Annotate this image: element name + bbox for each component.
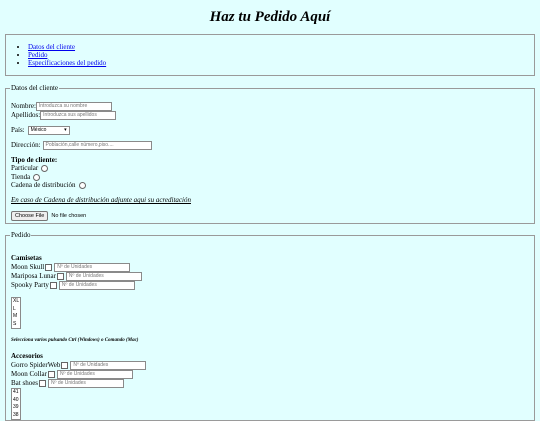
numero-option[interactable]: 41 (13, 389, 19, 395)
accesorio-shoes-label: Bat shoes (11, 379, 39, 387)
tipo-cadena-radio[interactable] (79, 182, 86, 189)
numeros-listbox[interactable] (11, 388, 21, 420)
camiseta-spooky-checkbox[interactable] (50, 282, 57, 289)
page-title: Haz tu Pedido Aquí (209, 9, 331, 25)
numero-option[interactable]: 39 (13, 404, 19, 410)
row-direccion (11, 141, 152, 150)
tipo-tienda-label: Tienda (11, 173, 31, 181)
multi-select-hint: Selecciona varios pulsando Ctrl (Windows) o Comando (Mac) (11, 338, 139, 343)
row-tipo-particular (11, 164, 48, 173)
talla-option[interactable]: XL (13, 298, 20, 304)
camisetas-title: Camisetas (11, 254, 42, 262)
fieldset-datos-cliente (5, 84, 535, 224)
row-nombre (11, 102, 112, 111)
talla-option[interactable]: S (13, 320, 17, 327)
accesorio-collar-units[interactable]: Nº de Unidades (57, 370, 133, 379)
pais-value: México (30, 127, 47, 133)
direccion-label: Dirección: (11, 141, 41, 149)
nombre-input[interactable]: Introduzca su nombre (36, 102, 112, 111)
legend-pedido: Pedido (11, 231, 31, 239)
row-camiseta-moon-skull (11, 263, 130, 272)
camiseta-mariposa-units[interactable]: Nº de Unidades (66, 272, 142, 281)
choose-file-button[interactable]: Choose File (11, 211, 48, 221)
row-apellidos (11, 111, 116, 120)
camiseta-spooky-label: Spooky Party (11, 281, 49, 289)
camiseta-mariposa-label: Mariposa Lunar (11, 272, 56, 280)
row-accesorio-gorro (11, 361, 146, 370)
nav-item-especificaciones (28, 59, 106, 67)
apellidos-label: Apellidos: (11, 111, 41, 119)
acreditacion-note: En caso de Cadena de distribución adjunte aqui su acreditación (11, 196, 191, 204)
accesorio-collar-label: Moon Collar (11, 370, 47, 378)
camiseta-moon-skull-units[interactable]: Nº de Unidades (54, 263, 130, 272)
legend-datos-cliente: Datos del cliente (11, 84, 59, 92)
apellidos-input[interactable]: Introduzca sus apellidos (40, 111, 116, 120)
nav-link-especificaciones[interactable]: Especificaciones del pedido (28, 59, 107, 67)
nav-link-pedido[interactable]: Pedido (28, 51, 48, 59)
accesorio-gorro-units[interactable]: Nº de Unidades (70, 361, 146, 370)
row-accesorio-shoes (11, 379, 124, 388)
talla-option[interactable]: M (13, 313, 18, 319)
row-camiseta-spooky (11, 281, 135, 290)
tipo-cadena-label: Cadena de distribución (11, 181, 76, 189)
direccion-input[interactable]: Población,calle número,piso.... (43, 141, 152, 150)
fieldset-pedido (5, 231, 535, 421)
row-camiseta-mariposa (11, 272, 142, 281)
tipo-particular-radio[interactable] (41, 165, 48, 172)
camiseta-spooky-units[interactable]: Nº de Unidades (59, 281, 135, 290)
chevron-down-icon: ▾ (64, 127, 67, 133)
camiseta-moon-skull-checkbox[interactable] (45, 264, 52, 271)
accesorio-shoes-checkbox[interactable] (39, 380, 46, 387)
accesorio-gorro-label: Gorro SpiderWeb (11, 361, 61, 369)
row-tipo-cadena (11, 181, 86, 190)
accesorio-shoes-units[interactable]: Nº de Unidades (48, 379, 124, 388)
talla-option[interactable]: L (13, 305, 16, 312)
row-pais (11, 126, 70, 135)
numero-option[interactable]: 40 (13, 396, 19, 403)
tipo-tienda-radio[interactable] (33, 174, 40, 181)
nav-item-pedido (28, 51, 106, 59)
row-accesorio-collar (11, 370, 133, 379)
numero-option[interactable]: 38 (13, 411, 19, 418)
accesorio-gorro-checkbox[interactable] (61, 362, 68, 369)
pais-label: País: (11, 126, 25, 134)
accesorios-title: Accesorios (11, 352, 43, 360)
nombre-label: Nombre: (11, 102, 36, 110)
file-status: No file chosen (51, 212, 87, 219)
camiseta-mariposa-checkbox[interactable] (57, 273, 64, 280)
nav-list (20, 43, 106, 67)
accesorio-collar-checkbox[interactable] (48, 371, 55, 378)
tallas-listbox[interactable] (11, 297, 21, 329)
nav-link-datos-cliente[interactable]: Datos del cliente (28, 43, 76, 51)
nav-box (5, 34, 535, 76)
row-file (11, 211, 86, 221)
tipo-particular-label: Particular (11, 164, 39, 172)
nav-item-datos-cliente (28, 43, 106, 51)
pais-select[interactable] (28, 126, 70, 135)
camiseta-moon-skull-label: Moon Skull (11, 263, 45, 271)
tipo-cliente-title: Tipo de cliente: (11, 156, 58, 164)
